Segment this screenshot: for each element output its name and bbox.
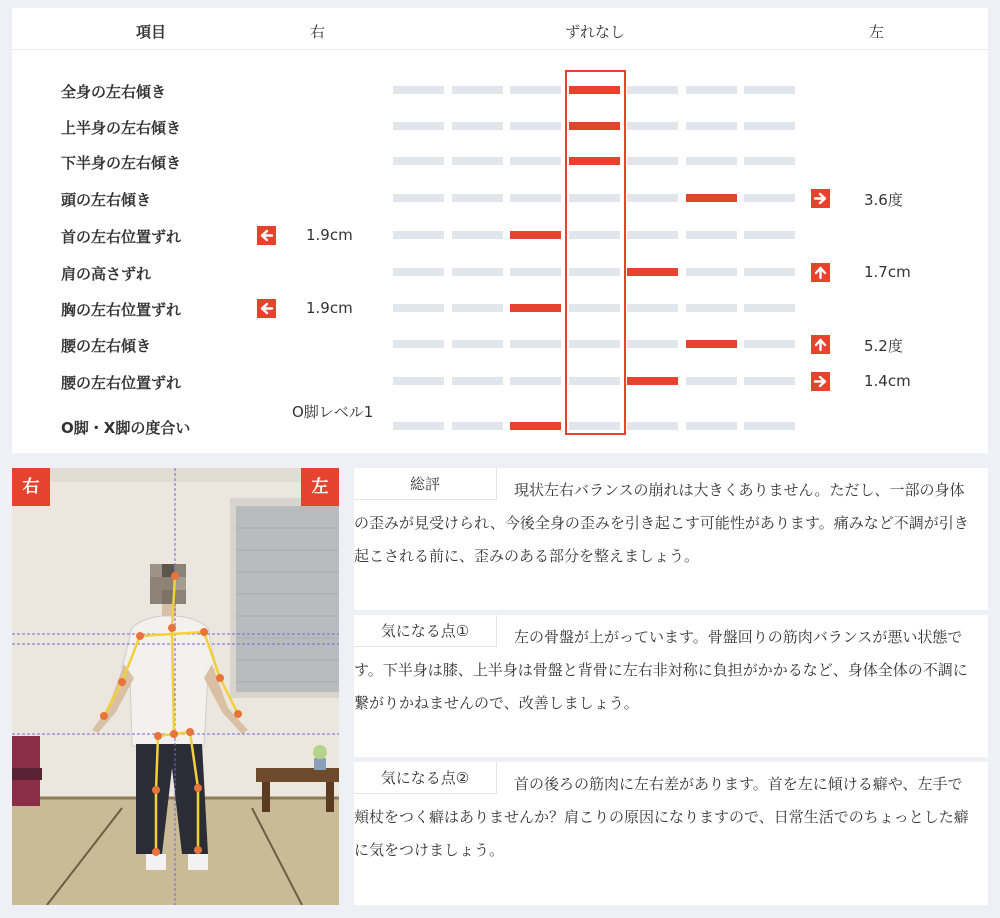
scale-segment: [393, 340, 444, 348]
row-label: 腰の左右傾き: [61, 337, 152, 355]
scale-segment: [510, 194, 561, 202]
left-side-badge: 左: [301, 468, 339, 506]
row-label: 頭の左右傾き: [61, 191, 152, 209]
right-deviation-value: 1.9cm: [306, 226, 353, 244]
scale-segment: [510, 268, 561, 276]
right-deviation-value: 1.9cm: [306, 299, 353, 317]
row-label: 肩の高さずれ: [61, 265, 152, 283]
comment-summary: [354, 468, 988, 610]
scale-segment: [627, 340, 678, 348]
comment-point-1-text: 左の骨盤が上がっています。骨盤回りの筋肉バランスが悪い状態です。下半身は膝、上半身は骨盤と背骨に左右非対称に負担がかかるなど、身体全体の不調に繋がりかねませんので、改善しましょう。: [354, 628, 968, 712]
arrow-up-icon: [811, 263, 830, 282]
scale-segment: [627, 231, 678, 239]
scale-segment: [510, 122, 561, 130]
header-left: 左: [869, 23, 885, 41]
scale-segment: [393, 377, 444, 385]
scale-segment: [452, 122, 503, 130]
scale-segment: [686, 268, 737, 276]
left-deviation-value: 5.2度: [864, 337, 903, 355]
scale-segment: [510, 340, 561, 348]
table-header: [12, 8, 988, 50]
scale-segment: [393, 268, 444, 276]
scale-segment: [627, 304, 678, 312]
posture-photo-illustration: [12, 468, 339, 905]
scale-segment: [452, 422, 503, 430]
comment-point-1-label: 気になる点①: [354, 615, 497, 647]
scale-segment: [452, 194, 503, 202]
scale-segment: [744, 86, 795, 94]
row-label: 胸の左右位置ずれ: [61, 301, 182, 319]
deviation-marker: [686, 340, 737, 348]
scale-segment: [510, 86, 561, 94]
deviation-marker: [510, 304, 561, 312]
row-label: 腰の左右位置ずれ: [61, 374, 182, 392]
scale-segment: [452, 340, 503, 348]
left-deviation-value: 1.7cm: [864, 263, 911, 281]
scale-segment: [627, 86, 678, 94]
right-side-badge: 右: [12, 468, 50, 506]
scale-segment: [393, 304, 444, 312]
arrow-left-icon: [257, 299, 276, 318]
no-deviation-highlight: [565, 70, 626, 435]
arrow-left-icon: [257, 226, 276, 245]
balance-table: [12, 8, 988, 453]
scale-segment: [452, 157, 503, 165]
scale-segment: [627, 157, 678, 165]
scale-segment: [744, 157, 795, 165]
row-label: O脚・X脚の度合い: [61, 419, 191, 437]
comment-point-1: [354, 615, 988, 757]
deviation-marker: [510, 422, 561, 430]
scale-segment: [744, 231, 795, 239]
scale-segment: [686, 86, 737, 94]
deviation-marker: [627, 377, 678, 385]
scale-segment: [744, 422, 795, 430]
deviation-marker: [686, 194, 737, 202]
scale-segment: [744, 194, 795, 202]
comment-point-2-label: 気になる点②: [354, 762, 497, 794]
comment-summary-label: 総評: [354, 468, 497, 500]
posture-photo: [12, 468, 339, 905]
row-label: 下半身の左右傾き: [61, 154, 182, 172]
row-label: 全身の左右傾き: [61, 83, 167, 101]
scale-segment: [510, 157, 561, 165]
deviation-marker: [627, 268, 678, 276]
comment-point-2: [354, 762, 988, 905]
scale-segment: [452, 231, 503, 239]
scale-segment: [452, 268, 503, 276]
scale-segment: [744, 122, 795, 130]
scale-segment: [744, 340, 795, 348]
row-label: 首の左右位置ずれ: [61, 228, 182, 246]
header-item: 項目: [136, 23, 167, 41]
deviation-marker: [510, 231, 561, 239]
arrow-right-icon: [811, 372, 830, 391]
scale-segment: [452, 377, 503, 385]
scale-segment: [686, 157, 737, 165]
scale-segment: [686, 304, 737, 312]
scale-segment: [744, 377, 795, 385]
left-deviation-value: 1.4cm: [864, 372, 911, 390]
scale-segment: [686, 122, 737, 130]
scale-segment: [393, 86, 444, 94]
arrow-right-icon: [811, 189, 830, 208]
scale-segment: [627, 194, 678, 202]
scale-segment: [627, 422, 678, 430]
scale-segment: [393, 122, 444, 130]
scale-segment: [393, 157, 444, 165]
arrow-up-icon: [811, 335, 830, 354]
scale-segment: [686, 377, 737, 385]
right-deviation-value: O脚レベル1: [292, 403, 374, 421]
scale-segment: [686, 231, 737, 239]
scale-segment: [627, 122, 678, 130]
scale-segment: [744, 304, 795, 312]
comment-summary-text: 現状左右バランスの崩れは大きくありません。ただし、一部の身体の歪みが見受けられ、今後全身の歪みを引き起こす可能性があります。痛みなど不調が引き起こされる前に、歪みのある部分を整えましょう。: [354, 481, 969, 565]
scale-segment: [510, 377, 561, 385]
scale-segment: [393, 231, 444, 239]
scale-segment: [452, 304, 503, 312]
row-label: 上半身の左右傾き: [61, 119, 182, 137]
scale-segment: [393, 422, 444, 430]
header-no-deviation: ずれなし: [565, 23, 626, 41]
scale-segment: [393, 194, 444, 202]
left-deviation-value: 3.6度: [864, 191, 903, 209]
scale-segment: [686, 422, 737, 430]
scale-segment: [744, 268, 795, 276]
comment-point-2-text: 首の後ろの筋肉に左右差があります。首を左に傾ける癖や、左手で頬杖をつく癖はありませんか？肩こりの原因になりますので、日常生活でのちょっとした癖に気をつけましょう。: [354, 775, 969, 859]
header-right: 右: [310, 23, 326, 41]
scale-segment: [452, 86, 503, 94]
